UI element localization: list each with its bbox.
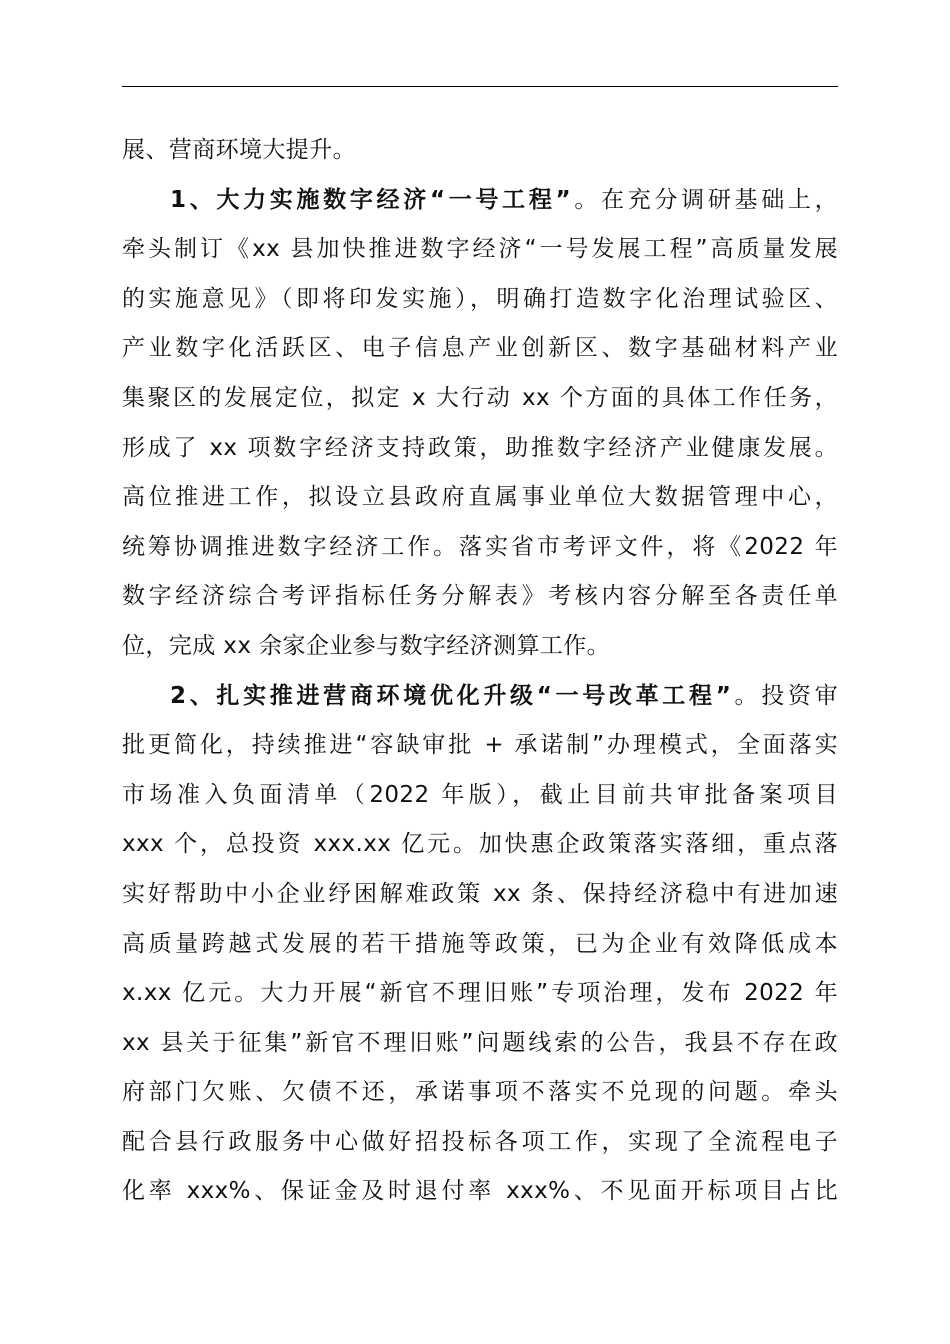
text-line: 数字经济综合考评指标任务分解表》考核内容分解至各责任单	[122, 583, 838, 610]
text-span: 。在充分调研基础上，	[571, 186, 839, 213]
section-heading-1: 1、大力实施数字经济“一号工程”	[170, 186, 572, 213]
header-rule	[122, 86, 838, 87]
text-line: 的实施意见》（即将印发实施），明确打造数字化治理试验区、	[122, 285, 838, 312]
body-text	[122, 126, 838, 1217]
heading-line-1	[122, 176, 838, 226]
text-line: 展、营商环境大提升。	[122, 137, 356, 163]
text-line: 府部门欠账、欠债不还，承诺事项不落实不兑现的问题。牵头	[122, 1079, 838, 1106]
section-heading-2: 2、扎实推进营商环境优化升级“一号改革工程”	[170, 682, 732, 709]
text-line: 形成了 xx 项数字经济支持政策，助推数字经济产业健康发展。	[122, 434, 838, 461]
text-line: xxx 个，总投资 xxx.xx 亿元。加快惠企政策落实落细，重点落	[122, 831, 838, 858]
text-line: x.xx 亿元。大力开展“新官不理旧账”专项治理，发布 2022 年	[122, 980, 838, 1007]
text-line: 集聚区的发展定位，拟定 x 大行动 xx 个方面的具体工作任务，	[122, 384, 838, 411]
text-line: 实好帮助中小企业纾困解难政策 xx 条、保持经济稳中有进加速	[122, 880, 838, 907]
text-line: 产业数字化活跃区、电子信息产业创新区、数字基础材料产业	[122, 335, 838, 362]
text-line: xx 县关于征集”新官不理旧账”问题线索的公告，我县不存在政	[122, 1029, 838, 1056]
text-line: 统筹协调推进数字经济工作。落实省市考评文件，将《2022 年	[122, 533, 838, 560]
text-line: 位，完成 xx 余家企业参与数字经济测算工作。	[122, 632, 611, 659]
text-line: 市场准入负面清单（2022 年版），截止目前共审批备案项目	[122, 781, 838, 808]
text-span: 。投资审	[731, 682, 838, 709]
text-line: 配合县行政服务中心做好招投标各项工作，实现了全流程电子	[122, 1128, 838, 1155]
text-line: 高质量跨越式发展的若干措施等政策，已为企业有效降低成本	[122, 930, 838, 957]
text-line: 批更简化，持续推进“容缺审批 + 承诺制”办理模式，全面落实	[122, 732, 838, 759]
text-line: 高位推进工作，拟设立县政府直属事业单位大数据管理中心，	[122, 484, 838, 511]
text-line: 牵头制订《xx 县加快推进数字经济“一号发展工程”高质量发展	[122, 236, 838, 263]
heading-line-2	[122, 672, 838, 722]
text-line: 化率 xxx%、保证金及时退付率 xxx%、不见面开标项目占比	[122, 1178, 838, 1205]
